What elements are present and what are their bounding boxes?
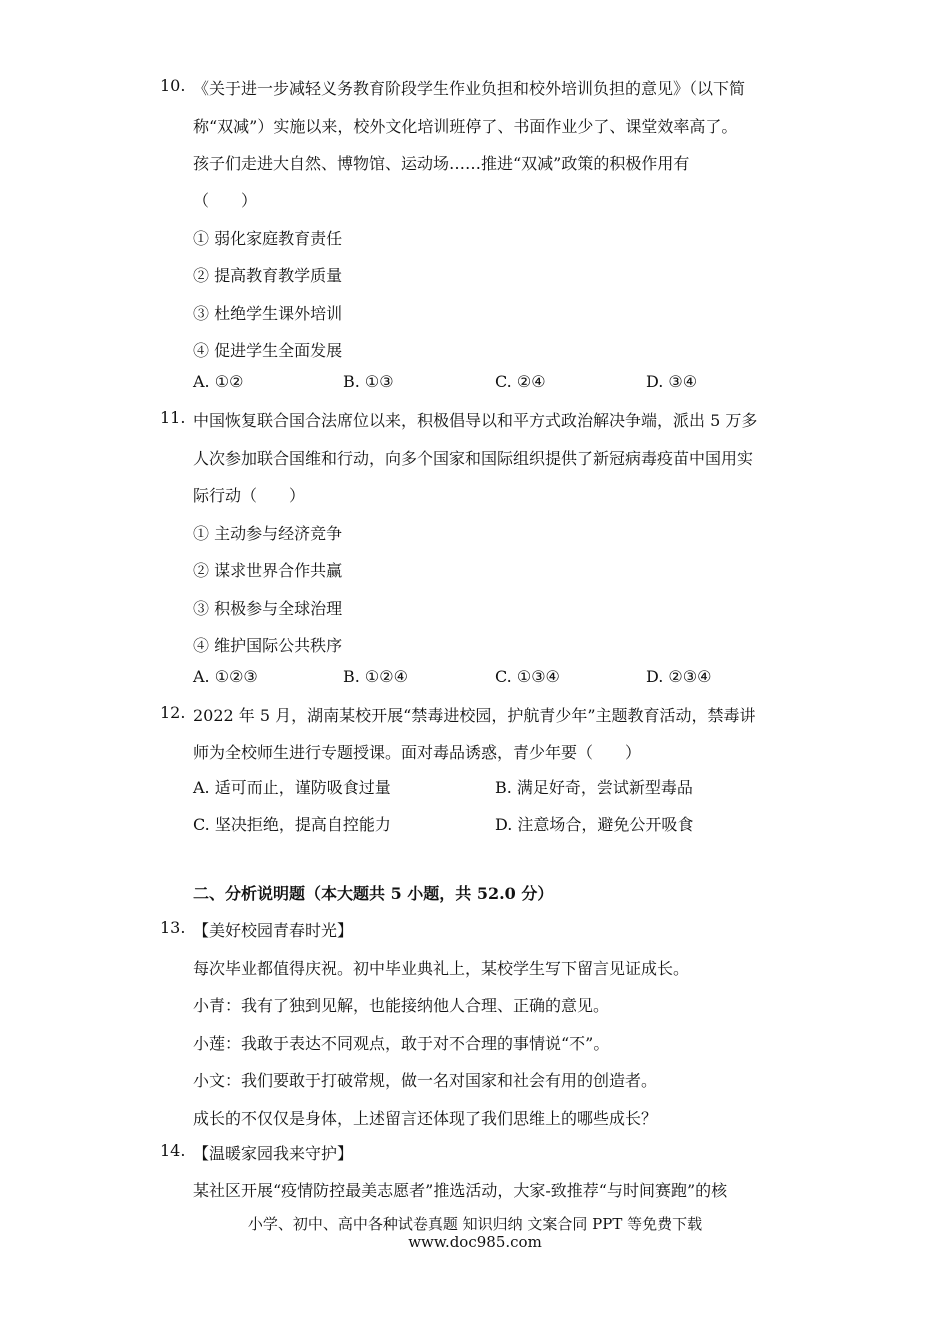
choice-item: ③ 杜绝学生课外培训 <box>193 304 343 323</box>
question-text-line: 际行动（ ） <box>193 486 306 505</box>
option-a: A. ①②③ <box>193 667 258 686</box>
choice-item: ① 弱化家庭教育责任 <box>193 229 343 248</box>
option-d: D. 注意场合，避免公开吸食 <box>495 815 694 834</box>
question-text-line: 人次参加联合国维和行动，向多个国家和国际组织提供了新冠病毒疫苗中国用实 <box>193 449 754 468</box>
option-c: C. ①③④ <box>495 667 560 686</box>
question-text-line: 称“双减”）实施以来，校外文化培训班停了、书面作业少了、课堂效率高了。 <box>193 117 738 136</box>
question-heading: 【美好校园青春时光】 <box>193 921 354 940</box>
footer-url[interactable]: www.doc985.com <box>408 1233 542 1251</box>
footer-promo: 小学、初中、高中各种试卷真题 知识归纳 文案合同 PPT 等免费下载 <box>247 1215 703 1233</box>
question-number: 10. <box>160 76 186 95</box>
question-text-line: 2022 年 5 月，湖南某校开展“禁毒进校园，护航青少年”主题教育活动，禁毒讲 <box>193 706 756 725</box>
option-b: B. ①②④ <box>343 667 408 686</box>
choice-item: ② 提高教育教学质量 <box>193 266 343 285</box>
question-text-line: 小青：我有了独到见解，也能接纳他人合理、正确的意见。 <box>193 996 610 1015</box>
option-c: C. ②④ <box>495 372 546 391</box>
question-text-line: 师为全校师生进行专题授课。面对毒品诱惑，青少年要（ ） <box>193 743 642 762</box>
choice-item: ③ 积极参与全球治理 <box>193 599 343 618</box>
question-text-line: 小文：我们要敢于打破常规，做一名对国家和社会有用的创造者。 <box>193 1071 658 1090</box>
option-a: A. ①② <box>193 372 244 391</box>
question-text-line: 每次毕业都值得庆祝。初中毕业典礼上，某校学生写下留言见证成长。 <box>193 959 690 978</box>
option-b: B. ①③ <box>343 372 394 391</box>
answer-blank: （ ） <box>193 191 258 210</box>
option-a: A. 适可而止，谨防吸食过量 <box>193 778 391 797</box>
question-text-line: 《关于进一步减轻义务教育阶段学生作业负担和校外培训负担的意见》（以下简 <box>193 79 746 98</box>
question-number: 12. <box>160 703 186 722</box>
option-c: C. 坚决拒绝，提高自控能力 <box>193 815 391 834</box>
question-text-line: 某社区开展“疫情防控最美志愿者”推选活动，大家-致推荐“与时间赛跑”的核 <box>193 1181 728 1200</box>
question-number: 13. <box>160 918 186 937</box>
option-b: B. 满足好奇，尝试新型毒品 <box>495 778 693 797</box>
choice-item: ④ 维护国际公共秩序 <box>193 636 343 655</box>
question-text-line: 中国恢复联合国合法席位以来，积极倡导以和平方式政治解决争端，派出 5 万多 <box>193 411 758 430</box>
question-text-line: 孩子们走进大自然、博物馆、运动场……推进“双减”政策的积极作用有 <box>193 154 690 173</box>
section-title: 二、分析说明题（本大题共 5 小题，共 52.0 分） <box>193 884 554 903</box>
choice-item: ② 谋求世界合作共赢 <box>193 561 343 580</box>
question-text-line: 小莲：我敢于表达不同观点，敢于对不合理的事情说“不”。 <box>193 1034 610 1053</box>
question-heading: 【温暖家园我来守护】 <box>193 1144 354 1163</box>
choice-item: ① 主动参与经济竞争 <box>193 524 343 543</box>
option-d: D. ③④ <box>646 372 698 391</box>
question-text-line: 成长的不仅仅是身体，上述留言还体现了我们思维上的哪些成长？ <box>193 1109 658 1128</box>
option-d: D. ②③④ <box>646 667 712 686</box>
question-number: 11. <box>160 408 186 427</box>
question-number: 14. <box>160 1141 186 1160</box>
choice-item: ④ 促进学生全面发展 <box>193 341 343 360</box>
